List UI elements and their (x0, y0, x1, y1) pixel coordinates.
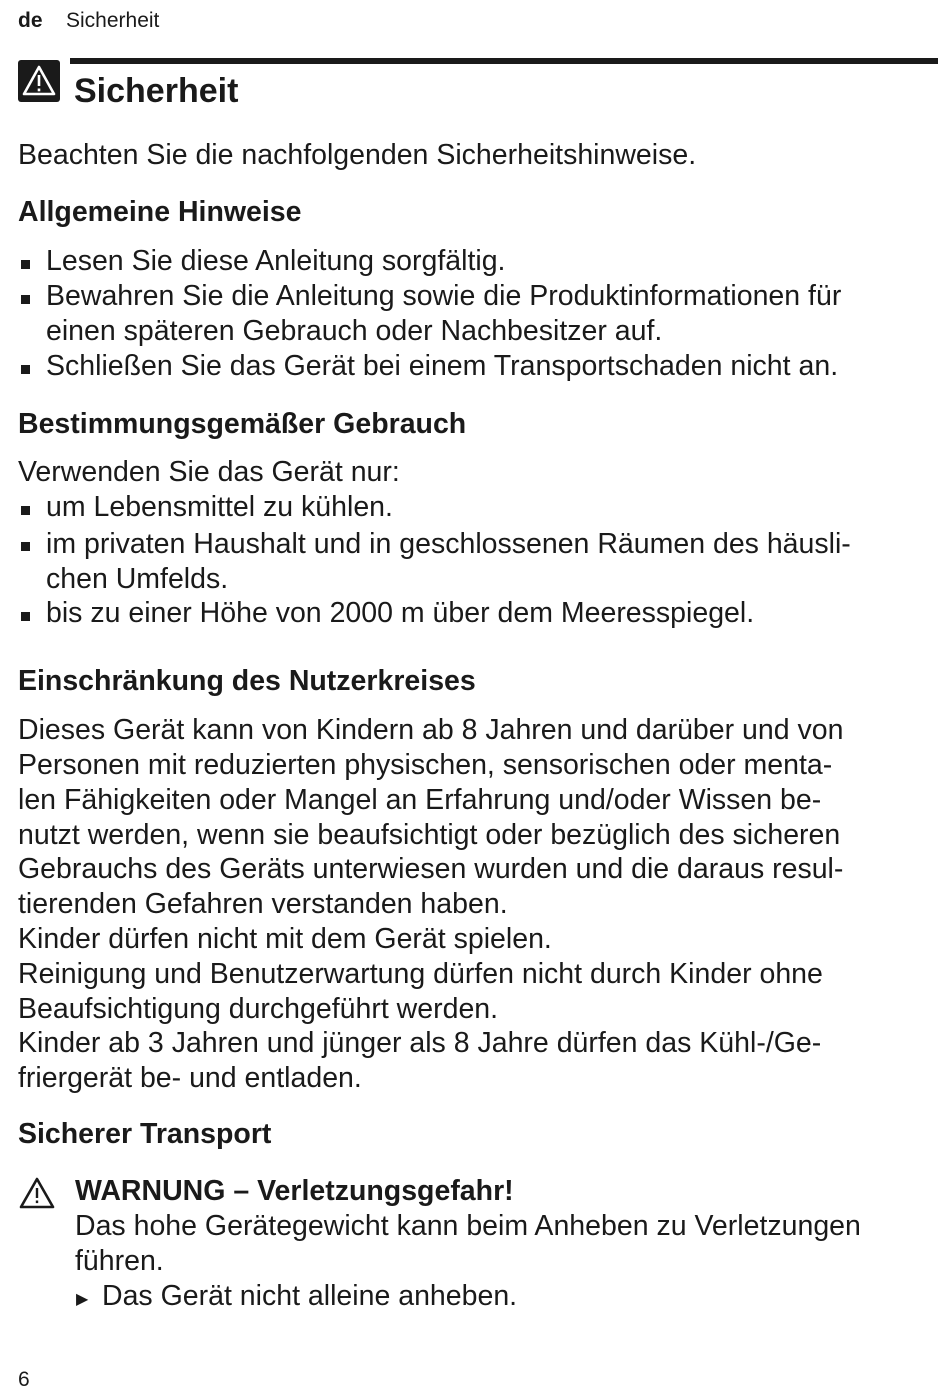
warning-text: Das hohe Gerätegewicht kann beim Anheben zu Verletzungen (75, 1210, 861, 1242)
list-item: bis zu einer Höhe von 2000 m über dem Meeresspiegel. (46, 597, 755, 629)
restriction-line: friergerät be- und entladen. (18, 1062, 362, 1094)
intended-use-lead: Verwenden Sie das Gerät nur: (18, 456, 400, 488)
list-item: Schließen Sie das Gerät bei einem Transportschaden nicht an. (46, 350, 839, 382)
bullet-marker (21, 612, 30, 621)
bullet-marker (21, 506, 30, 515)
restriction-line: tierenden Gefahren verstanden haben. (18, 888, 508, 920)
restriction-line: Reinigung und Benutzerwartung dürfen nicht durch Kinder ohne (18, 958, 823, 990)
restriction-line: Kinder ab 3 Jahren und jünger als 8 Jahre dürfen das Kühl-/Ge- (18, 1027, 822, 1059)
page-title: Sicherheit (74, 72, 239, 110)
bullet-marker (21, 542, 30, 551)
list-item-continuation: chen Umfelds. (46, 563, 229, 595)
restriction-line: Kinder dürfen nicht mit dem Gerät spielen. (18, 923, 552, 955)
list-item: Bewahren Sie die Anleitung sowie die Produktinformationen für (46, 280, 842, 312)
warning-title: WARNUNG – Verletzungsgefahr! (75, 1175, 514, 1207)
section-heading-transport: Sicherer Transport (18, 1118, 272, 1150)
intro-text: Beachten Sie die nachfolgenden Sicherheitshinweise. (18, 139, 697, 171)
section-heading-general: Allgemeine Hinweise (18, 196, 302, 228)
bullet-marker (21, 260, 30, 269)
page-number: 6 (18, 1368, 30, 1391)
list-item: um Lebensmittel zu kühlen. (46, 491, 393, 523)
bullet-marker (21, 365, 30, 374)
list-item: Lesen Sie diese Anleitung sorgfältig. (46, 245, 506, 277)
action-arrow-icon: ▶ (76, 1291, 89, 1308)
restriction-line: Dieses Gerät kann von Kindern ab 8 Jahren und darüber und von (18, 714, 844, 746)
restriction-line: Personen mit reduzierten physischen, sensorischen oder menta- (18, 749, 833, 781)
title-rule (70, 58, 938, 64)
list-item: im privaten Haushalt und in geschlossenen Räumen des häusli- (46, 528, 851, 560)
list-item-continuation: einen späteren Gebrauch oder Nachbesitzer auf. (46, 315, 663, 347)
restriction-line: Gebrauchs des Geräts unterwiesen wurden und die daraus resul- (18, 853, 844, 885)
warning-action: Das Gerät nicht alleine anheben. (102, 1280, 518, 1312)
bullet-marker (21, 295, 30, 304)
language-code: de (18, 9, 43, 32)
warning-triangle-icon (18, 1176, 56, 1215)
header-section-title: Sicherheit (66, 9, 160, 32)
section-heading-intended-use: Bestimmungsgemäßer Gebrauch (18, 408, 467, 440)
restriction-line: Beaufsichtigung durchgeführt werden. (18, 993, 499, 1025)
warning-text: führen. (75, 1245, 164, 1277)
warning-icon (18, 60, 60, 102)
section-heading-restriction: Einschränkung des Nutzerkreises (18, 665, 476, 697)
restriction-line: nutzt werden, wenn sie beaufsichtigt oder bezüglich des sicheren (18, 819, 841, 851)
restriction-line: len Fähigkeiten oder Mangel an Erfahrung und/oder Wissen be- (18, 784, 822, 816)
